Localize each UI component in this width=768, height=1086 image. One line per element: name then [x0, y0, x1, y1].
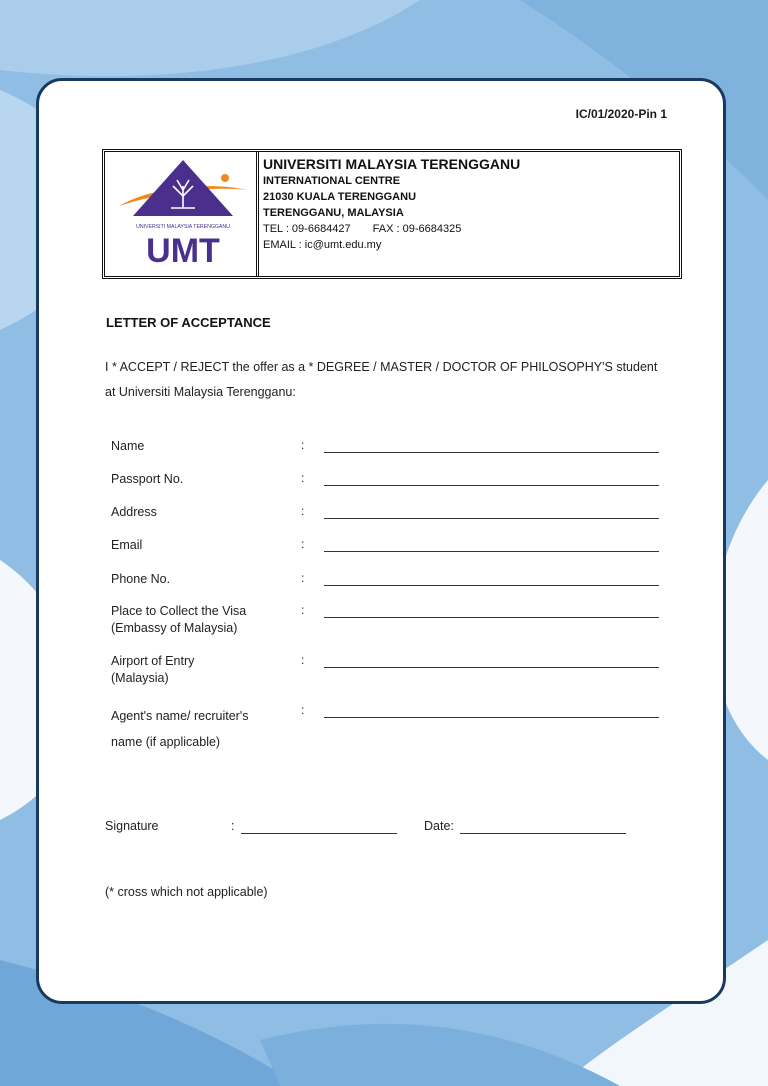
field-colon: : [301, 603, 305, 617]
umt-logo [105, 152, 259, 276]
tel-number: TEL : 09-6684427 [263, 223, 351, 235]
field-colon: : [301, 537, 305, 551]
postcode-city: 21030 KUALA TERENGGANU [263, 191, 417, 203]
letterhead [102, 149, 682, 279]
field-label: Agent's name/ recruiter's name (if applicable) [111, 709, 249, 749]
field-colon: : [301, 471, 305, 485]
state-country: TERENGGANU, MALAYSIA [263, 207, 404, 219]
field-label: Passport No. [111, 472, 184, 486]
letter-title: LETTER OF ACCEPTANCE [106, 315, 271, 330]
signature-label: Signature [105, 819, 159, 833]
field-colon: : [301, 703, 305, 717]
document-card [36, 78, 726, 1004]
field-label: Address [111, 505, 157, 519]
svg-text:UNIVERSITI MALAYSIA TERENGGANU: UNIVERSITI MALAYSIA TERENGGANU [136, 224, 230, 230]
svg-text:UMT: UMT [146, 232, 220, 270]
footnote: (* cross which not applicable) [105, 885, 268, 899]
centre-name: INTERNATIONAL CENTRE [263, 175, 401, 187]
field-label: Name [111, 439, 145, 453]
field-label: Email [111, 538, 143, 552]
fax-number: FAX : 09-6684325 [372, 223, 462, 235]
field-input-line[interactable] [324, 617, 659, 618]
signature-colon: : [231, 819, 235, 833]
contact-phone-fax [263, 221, 520, 237]
field-input-line[interactable] [324, 551, 659, 552]
date-label: Date: [424, 819, 454, 833]
university-name: UNIVERSITI MALAYSIA TERENGGANU [263, 156, 521, 172]
offer-statement: I * ACCEPT / REJECT the offer as a * DEGREE / MASTER / DOCTOR OF PHILOSOPHY'S student at Universiti Malaysia Terengganu: [105, 360, 658, 399]
signature-line[interactable] [241, 833, 397, 834]
field-colon: : [301, 571, 305, 585]
field-input-line[interactable] [324, 485, 659, 486]
contact-email: EMAIL : ic@umt.edu.my [263, 239, 382, 251]
field-input-line[interactable] [324, 452, 659, 453]
field-colon: : [301, 653, 305, 667]
date-line[interactable] [460, 833, 626, 834]
field-input-line[interactable] [324, 717, 659, 718]
field-colon: : [301, 504, 305, 518]
field-label: Phone No. [111, 572, 171, 586]
field-input-line[interactable] [324, 585, 659, 586]
address-block [259, 152, 520, 276]
field-label: Airport of Entry (Malaysia) [111, 654, 195, 685]
field-label: Place to Collect the Visa (Embassy of Malaysia) [111, 604, 247, 635]
field-input-line[interactable] [324, 518, 659, 519]
field-colon: : [301, 438, 305, 452]
field-input-line[interactable] [324, 667, 659, 668]
reference-code: IC/01/2020-Pin 1 [575, 107, 667, 121]
